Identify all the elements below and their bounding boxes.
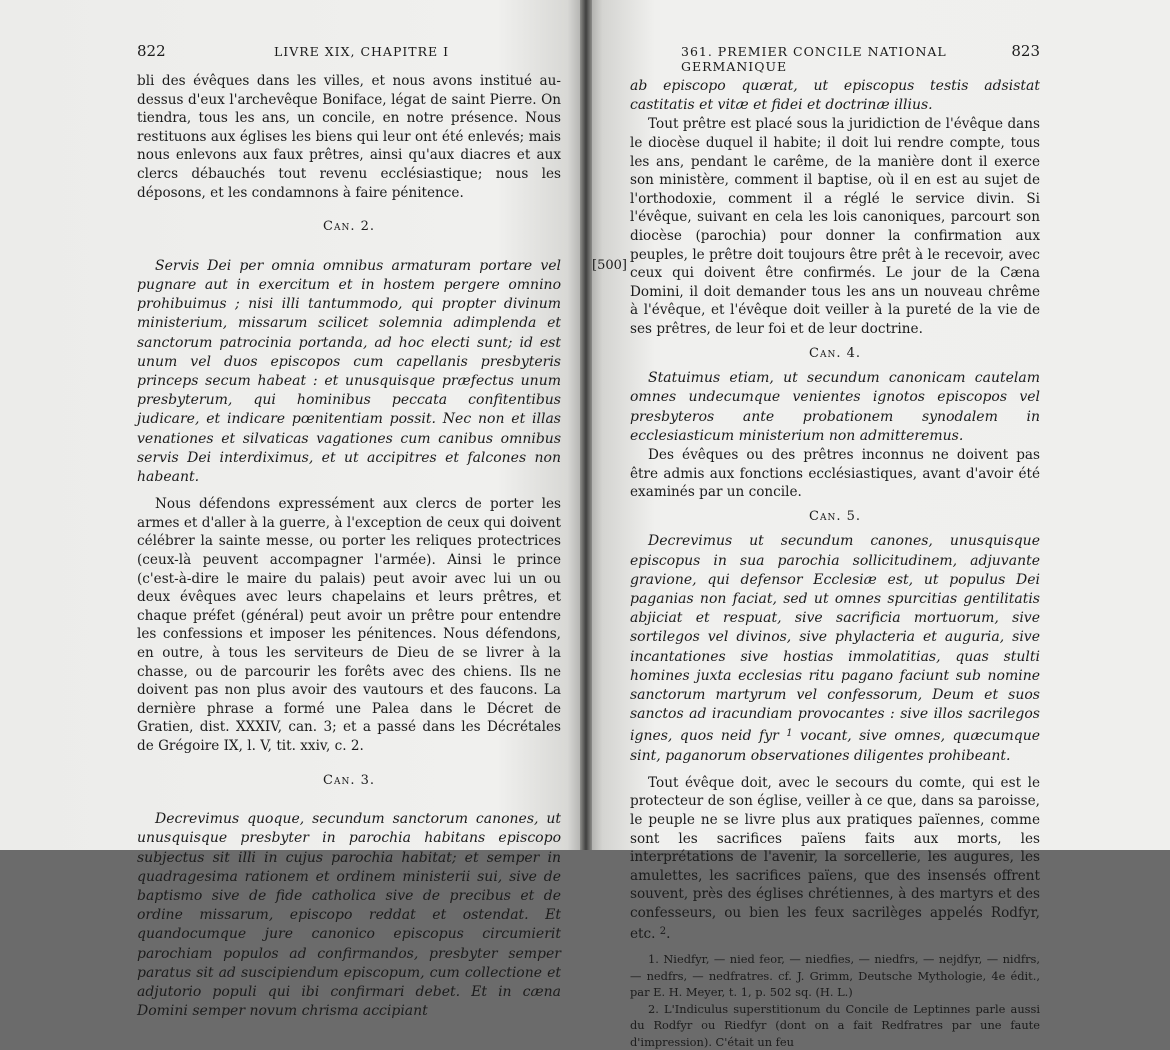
can2-french-text: Nous défendons expressément aux clercs de porter les armes et d'aller à la guerre, à l'exception de ceux qui doivent célébrer la sainte messe, ou porter les reliques protectrices (ceux-là peuvent accompagner l'armée). Ainsi le prince (c'est-à-dire le maire du palais) peut avoir avec lui un ou deux évêques avec leurs chapelains et leurs prêtres, et chaque préfet (général) peut avoir un prêtre pour entendre les confessions et imposer les pénitences. Nous défendons, en outre, à tous les serviteurs de Dieu de se livrer à la chasse, ou de parcourir les forêts avec des chiens. Ils ne doivent pas non plus avoir des vautours et des faucons. La dernière phrase a formé une Palea dans le Décret de Gratien, dist. XXXIV, can. 3; et a passé dans les Décrétales de Grégoire IX, l. V, tit. xxiv, c. 2. [137, 496, 561, 754]
left-page [0, 0, 585, 1020]
left-page-number: 822 [137, 42, 166, 60]
can3-heading: Can. 3. [323, 772, 375, 788]
can5-latin-part-a: Decrevimus ut secundum canones, unusquisque episcopus in sua parochia sollicitudinem, adjuvante gravione, qui defensor Ecclesiæ est, ut populus Dei paganias non faciat, sed ut omnes spurcitias gentilitatis abjiciat et respuat, sive sacrificia mortuorum, sive sortilegos vel divinos, sive phylacteria et auguria, sive incantationes sive hostias immolatitias, quas stulti homines juxta ecclesias ritu pagano faciunt sub nomine sanctorum martyrum vel confessorum, Deum et suos sanctos ad iracundiam provocantes : sive illos sacrilegos ignes, quos neid fyr [630, 533, 1040, 745]
can5-french-part-a: Tout évêque doit, avec le secours du comte, qui est le protecteur de son église, veiller à ce que, dans sa paroisse, le peuple ne se livre plus aux pratiques païennes, comme sont les sacrifices païens faits aux morts, les interprétations de l'avenir, la sorcellerie, les augures, les amulettes, les sacrifices païens, que des insensés offrent souvent, près des églises chrétiennes, à des martyrs et des confesseurs, ou bien les feux sacrilèges appelés Rodfyr, etc. [630, 774, 1040, 942]
can5-heading: Can. 5. [809, 508, 861, 524]
can3-latin-continued: ab episcopo quærat, ut episcopus testis adsistat castitatis et vitæ et fidei et doctrinæ illius. [630, 78, 1040, 114]
left-page-header [137, 44, 555, 64]
can3-latin-text: Decrevimus quoque, secundum sanctorum canones, ut unusquisque presbyter in parochia habitans episcopo subjectus sit illi in cujus parochia habitat; et semper in quadragesima rationem et ordinem ministerii sui, sive de baptismo sive de fide catholica sive de precibus et de ordine missarum, episcopo reddat et ostendat. Et quandocumque jure canonico episcopus circumierit parochiam populos ad confirmandos, presbyter semper paratus sit ad suscipiendum episcopum, cum collectione et adjutorio populi qui ibi confirmari debet. Et in cæna Domini semper novum chrisma accipiant [137, 811, 561, 1020]
left-running-title: LIVRE XIX, CHAPITRE I [274, 44, 450, 59]
right-page-header [681, 42, 1040, 74]
footnote-1: 1. Niedfyr, — nied feor, — niedfies, — niedfrs, — nejdfyr, — nidfrs, — nedfrs, — nedfratres. cf. J. Grimm, Deutsche Mythologie, 4e édit., par E. H. Meyer, t. 1, p. 502 sq. (H. L.) [630, 952, 1040, 1000]
margin-page-reference: [500] [592, 258, 627, 273]
right-page [585, 0, 1170, 1049]
can5-latin-text [630, 532, 1040, 765]
footnote-ref-2[interactable]: 2 [659, 925, 667, 937]
intro-paragraph: bli des évêques dans les villes, et nous avons institué au-dessus d'eux l'archevêque Boniface, légat de saint Pierre. On tiendra, tous les ans, un concile, en notre présence. Nous restituons aux églises les biens qui leur ont été enlevés; mais nous enlevons aux faux prêtres, ainsi qu'aux diacres et aux clercs débauchés tout revenu ecclésiastique; nous les déposons, et les condamnons à faire pénitence. [137, 73, 561, 201]
can3-french-text: Tout prêtre est placé sous la juridiction de l'évêque dans le diocèse duquel il habite; il doit lui rendre compte, tous les ans, pendant le carême, de la manière dont il exerce son ministère, comment il baptise, où il en est au sujet de l'orthodoxie, comment il a réglé le service divin. Si l'évêque, suivant en cela les lois canoniques, parcourt son diocèse (parochia) pour donner la confirmation aux peuples, le prêtre doit toujours être prêt à le recevoir, avec ceux qui doivent être confirmés. Le jour de la Cæna Domini, il doit demander tous les ans un nouveau chrême à l'évêque, et l'évêque doit veiller à la pureté de la vie de ses prêtres, de leur foi et de leur doctrine. [630, 116, 1040, 337]
footnote-ref-1[interactable]: 1 [786, 728, 793, 740]
can4-heading: Can. 4. [809, 345, 861, 361]
right-page-text [630, 77, 1040, 1050]
footnotes [630, 951, 1040, 1050]
right-page-number: 823 [1011, 42, 1040, 60]
right-running-title: 361. PREMIER CONCILE NATIONAL GERMANIQUE [681, 44, 947, 74]
left-page-text [137, 72, 561, 1021]
can5-french-part-b: . [666, 925, 671, 942]
can4-french-text: Des évêques ou des prêtres inconnus ne doivent pas être admis aux fonctions ecclésiastiques, avant d'avoir été examinés par un concile. [630, 446, 1040, 501]
can2-heading: Can. 2. [323, 219, 375, 235]
can4-latin-text: Statuimus etiam, ut secundum canonicam cautelam omnes undecumque venientes ignotos episcopos vel presbyteros ante probationem synodalem in ecclesiasticum ministerium non admitteremus. [630, 370, 1040, 444]
can2-latin-text: Servis Dei per omnia omnibus armaturam portare vel pugnare aut in exercitum et in hostem pergere omnino prohibuimus ; nisi illi tantummodo, qui propter divinum ministerium, missarum scilicet solemnia adimplenda et sanctorum patrocinia portanda, ad hoc electi sunt; id est unum vel duos episcopos cum capellanis presbyteris princeps secum habeat : et unusquisque præfectus unum presbyterum, qui hominibus peccata confitentibus judicare, et indicare pœnitentiam possit. Nec non et illas venationes et silvaticas vagationes cum canibus omnibus servis Dei interdiximus, et ut accipitres et falcones non habeant. [137, 257, 561, 485]
footnote-2: 2. L'Indiculus superstitionum du Concile de Leptinnes parle aussi du Rodfyr ou Riedfyr (dont on a fait Redfratres par une faute d'impression). C'était un feu [630, 1001, 1040, 1049]
book-gutter [580, 0, 592, 850]
can5-french-text [630, 774, 1040, 943]
can5-latin-part-b: vocant, sive omnes, quæcumque sint, paganorum observationes diligentes prohibeant. [630, 728, 1040, 764]
